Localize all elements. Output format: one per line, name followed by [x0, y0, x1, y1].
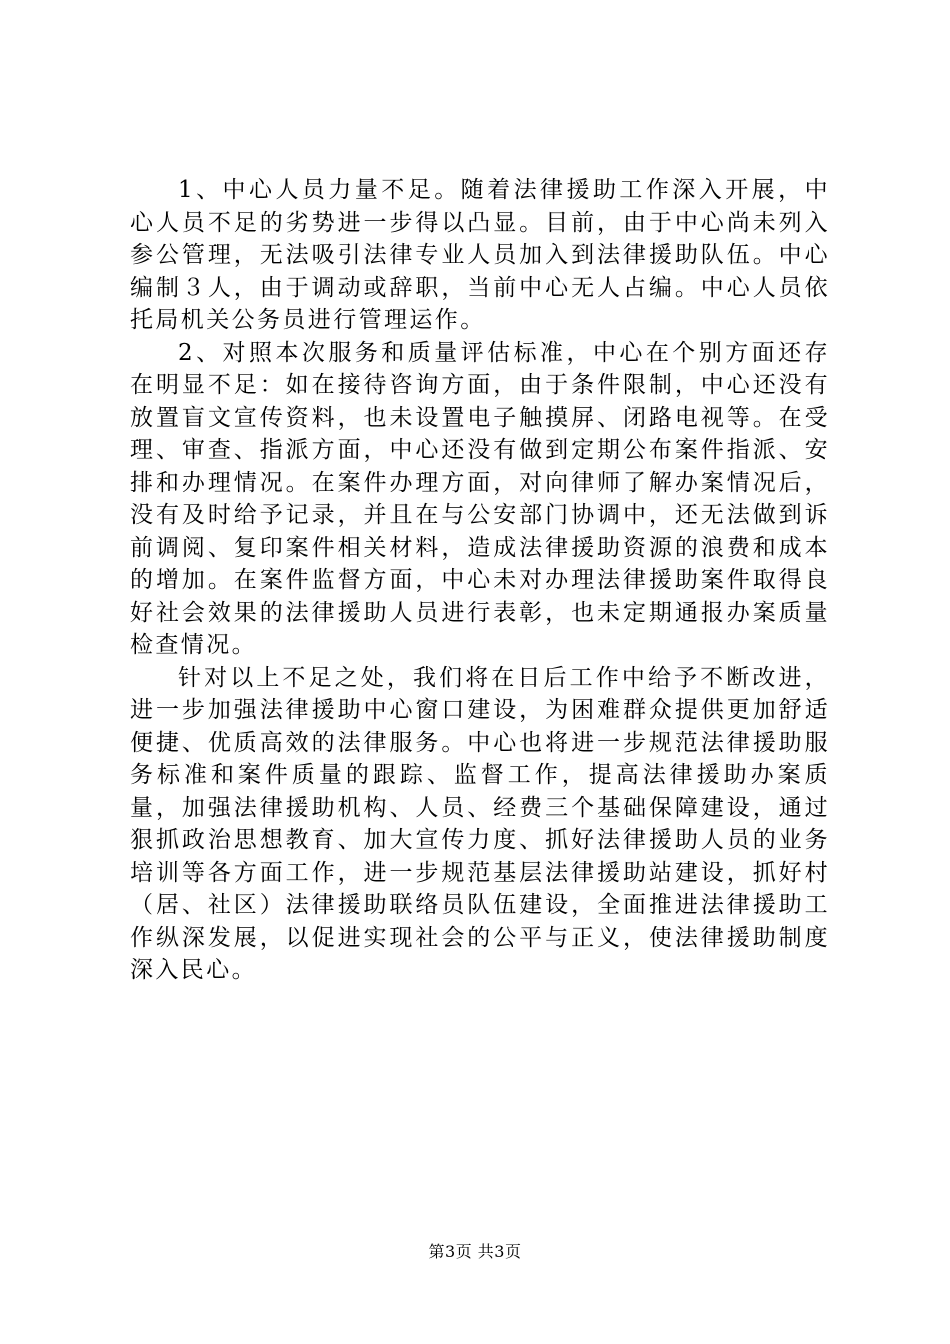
paragraph-staff-shortage: 1、中心人员力量不足。随着法律援助工作深入开展，中心人员不足的劣势进一步得以凸显。目前，由于中心尚未列入参公管理，无法吸引法律专业人员加入到法律援助队伍。中心编制３人，由于调动或辞职，当前中心无人占编。中心人员依托局机关公务员进行管理运作。: [130, 177, 830, 333]
paragraph-evaluation-shortcomings: 2、对照本次服务和质量评估标准，中心在个别方面还存在明显不足：如在接待咨询方面，由于条件限制，中心还没有放置盲文宣传资料，也未设置电子触摸屏、闭路电视等。在受理、审查、指派方面，中心还没有做到定期公布案件指派、安排和办理情况。在案件办理方面，对向律师了解办案情况后，没有及时给予记录，并且在与公安部门协调中，还无法做到诉前调阅、复印案件相关材料，造成法律援助资源的浪费和成本的增加。在案件监督方面，中心未对办理法律援助案件取得良好社会效果的法律援助人员进行表彰，也未定期通报办案质量检查情况。: [130, 339, 830, 658]
page-number-footer: 第3页 共3页: [428, 1242, 522, 1261]
paragraph-improvement-plan: 针对以上不足之处，我们将在日后工作中给予不断改进，进一步加强法律援助中心窗口建设，为困难群众提供更加舒适便捷、优质高效的法律服务。中心也将进一步规范法律援助服务标准和案件质量的跟踪、监督工作，提高法律援助办案质量，加强法律援助机构、人员、经费三个基础保障建设，通过狠抓政治思想教育、加大宣传力度、抓好法律援助人员的业务培训等各方面工作，进一步规范基层法律援助站建设，抓好村（居、社区）法律援助联络员队伍建设，全面推进法律援助工作纵深发展，以促进实现社会的公平与正义，使法律援助制度深入民心。: [130, 664, 830, 983]
document-body: [130, 174, 830, 987]
